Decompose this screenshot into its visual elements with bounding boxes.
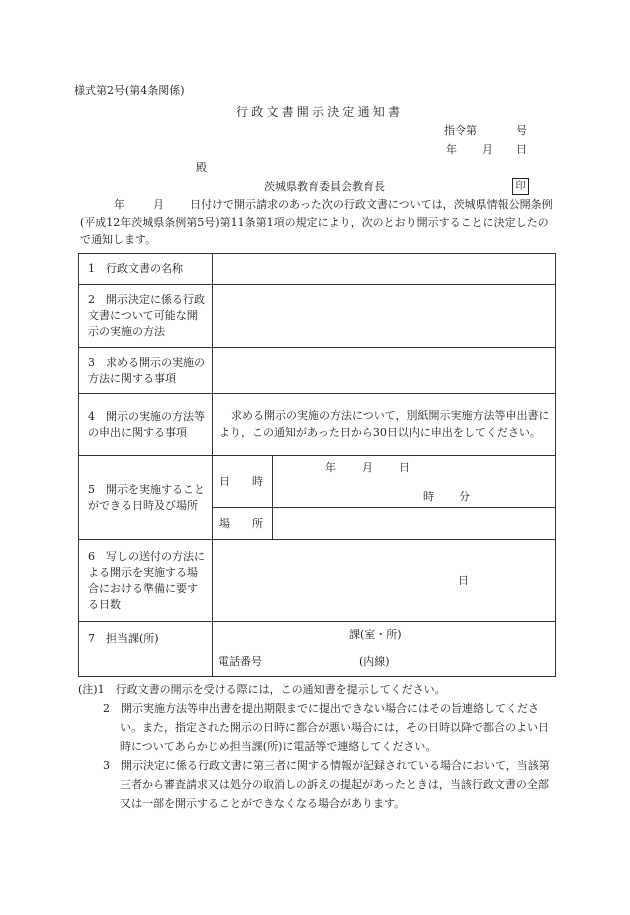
- form-number: 様式第2号(第4条関係): [74, 84, 185, 97]
- reference-suffix: 号: [516, 124, 527, 137]
- row6-day-label: 日: [458, 574, 469, 587]
- row5-place-value: [273, 508, 556, 540]
- reference-prefix: 指令第: [444, 124, 477, 137]
- row6-value: [213, 540, 556, 622]
- row4-label: 4 開示の実施の方法等の申出に関する事項: [79, 394, 213, 456]
- row5-minute-label: 分: [459, 490, 470, 503]
- intro-year-label: 年: [114, 198, 125, 211]
- row1-label: 1 行政文書の名称: [79, 254, 213, 285]
- row5-day-label: 日: [399, 461, 410, 474]
- table-row: [79, 456, 556, 508]
- table-row: [79, 394, 556, 456]
- row5-year-label: 年: [325, 461, 336, 474]
- addressee-honorific: 殿: [196, 161, 207, 174]
- notes-section: [78, 680, 558, 813]
- intro-paragraph: [80, 196, 553, 249]
- intro-text: 日付けで開示請求のあった次の行政文書については，茨城県情報公開条例(平成12年茨城県条例第5号)第11条第1項の規定により，次のとおり開示することに決定したので通知します。: [80, 198, 553, 246]
- table-row: [79, 540, 556, 622]
- row5-datetime-value: [273, 456, 556, 508]
- row5-month-label: 月: [362, 461, 373, 474]
- row7-extension-label: (内線): [359, 655, 390, 668]
- intro-month-label: 月: [153, 198, 164, 211]
- row5-label: 5 開示を実施することができる日時及び場所: [79, 456, 213, 540]
- decision-table: [78, 253, 556, 677]
- issuer-name: 茨城県教育委員会教育長: [264, 180, 385, 193]
- note-1: (注)1 行政文書の開示を受ける際には，この通知書を提示してください。: [78, 683, 446, 696]
- table-row: [79, 348, 556, 394]
- seal-stamp: 印: [512, 178, 529, 195]
- row2-label: 2 開示決定に係る行政文書について可能な開示の実施の方法: [79, 285, 213, 348]
- issue-year-label: 年: [446, 143, 457, 156]
- row5-hour-label: 時: [423, 490, 434, 503]
- issue-day-label: 日: [516, 143, 527, 156]
- row3-value: [213, 348, 556, 394]
- row5-place-label: 場 所: [213, 508, 273, 540]
- row3-label: 3 求める開示の実施の方法に関する事項: [79, 348, 213, 394]
- table-row: [79, 254, 556, 285]
- row5-datetime-label: 日 時: [213, 456, 273, 508]
- table-row: [79, 622, 556, 677]
- note-2: 2 開示実施方法等申出書を提出期限までに提出できない場合にはその旨連絡してください。また，指定された開示の日時に都合が悪い場合には，その日時以降で都合のよい日時についてあらかじめ担当課(所)に電話等で連絡してください。: [103, 702, 549, 753]
- note-3: 3 開示決定に係る行政文書に第三者に関する情報が記録されている場合において，当該第三者から審査請求又は処分の取消しの訴えの提起があったときは，当該行政文書の全部又は一部を開示することができなくなる場合があります。: [103, 759, 550, 810]
- document-title: 行政文書開示決定通知書: [236, 105, 404, 119]
- table-row: [79, 285, 556, 348]
- row7-value: [213, 622, 556, 677]
- issue-month-label: 月: [482, 143, 493, 156]
- row2-value: [213, 285, 556, 348]
- row7-section-label: 課(室・所): [349, 628, 402, 641]
- row7-label: 7 担当課(所): [79, 622, 213, 677]
- row6-label: 6 写しの送付の方法による開示を実施する場合における準備に要する日数: [79, 540, 213, 622]
- row1-value: [213, 254, 556, 285]
- row7-phone-label: 電話番号: [218, 655, 262, 668]
- row4-value: 求める開示の実施の方法について，別紙開示実施方法等申出書により，この通知があった日から30日以内に申出をしてください。: [213, 394, 556, 456]
